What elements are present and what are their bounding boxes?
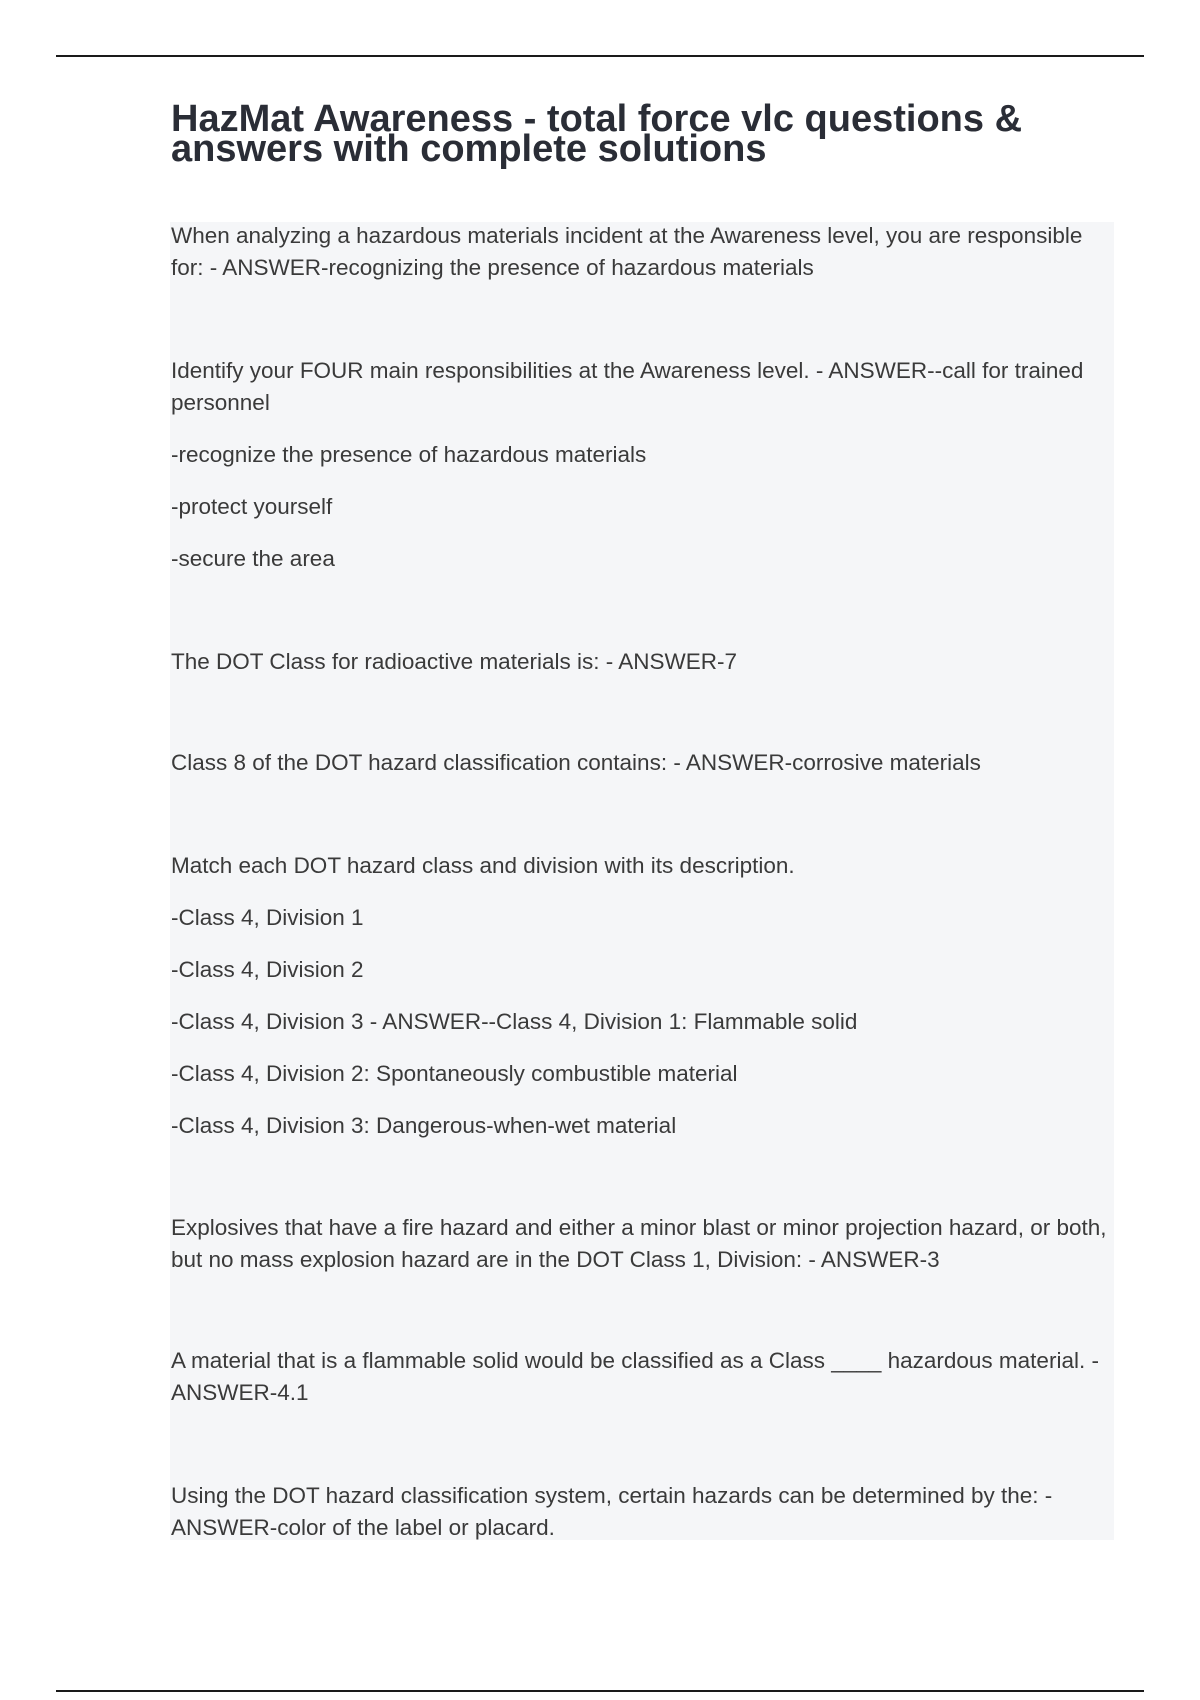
qa-list-item: -recognize the presence of hazardous materials — [171, 442, 647, 467]
qa-list-item: -Class 4, Division 1 — [171, 905, 364, 930]
qa-text: Match each DOT hazard class and division with its description. — [171, 853, 795, 878]
document-title: HazMat Awareness - total force vlc questions & answers with complete solutions — [171, 98, 1023, 170]
qa-item — [171, 355, 1111, 575]
qa-item — [171, 850, 1111, 1142]
footer-rule — [56, 1690, 1144, 1692]
qa-text: Identify your FOUR main responsibilities at the Awareness level. - ANSWER--call for trained personnel — [171, 358, 1084, 415]
qa-list-item: -secure the area — [171, 546, 335, 571]
qa-text: When analyzing a hazardous materials incident at the Awareness level, you are responsible for: - ANSWER-recognizing the presence of hazardous materials — [171, 223, 1083, 280]
qa-text: A material that is a flammable solid would be classified as a Class ____ hazardous material. - ANSWER-4.1 — [171, 1348, 1099, 1405]
qa-text: The DOT Class for radioactive materials is: - ANSWER-7 — [171, 649, 737, 674]
qa-list-item: -Class 4, Division 2 — [171, 957, 364, 982]
qa-text: Explosives that have a fire hazard and either a minor blast or minor projection hazard, or both, but no mass explosion hazard are in the DOT Class 1, Division: - ANSWER-3 — [171, 1215, 1107, 1272]
qa-text: Class 8 of the DOT hazard classification contains: - ANSWER-corrosive materials — [171, 750, 981, 775]
qa-item — [171, 1345, 1111, 1409]
qa-item — [171, 646, 1111, 678]
qa-item — [171, 747, 1111, 779]
qa-list-item: -Class 4, Division 3: Dangerous-when-wet material — [171, 1113, 677, 1138]
qa-item — [171, 1212, 1111, 1276]
qa-list-item: -Class 4, Division 3 - ANSWER--Class 4, Division 1: Flammable solid — [171, 1009, 858, 1034]
qa-list-item: -Class 4, Division 2: Spontaneously combustible material — [171, 1061, 738, 1086]
qa-item — [171, 1480, 1111, 1544]
qa-list-item: -protect yourself — [171, 494, 333, 519]
header-rule — [56, 55, 1144, 57]
qa-item — [171, 220, 1111, 284]
qa-text: Using the DOT hazard classification system, certain hazards can be determined by the: - ANSWER-color of the label or placard. — [171, 1483, 1053, 1540]
